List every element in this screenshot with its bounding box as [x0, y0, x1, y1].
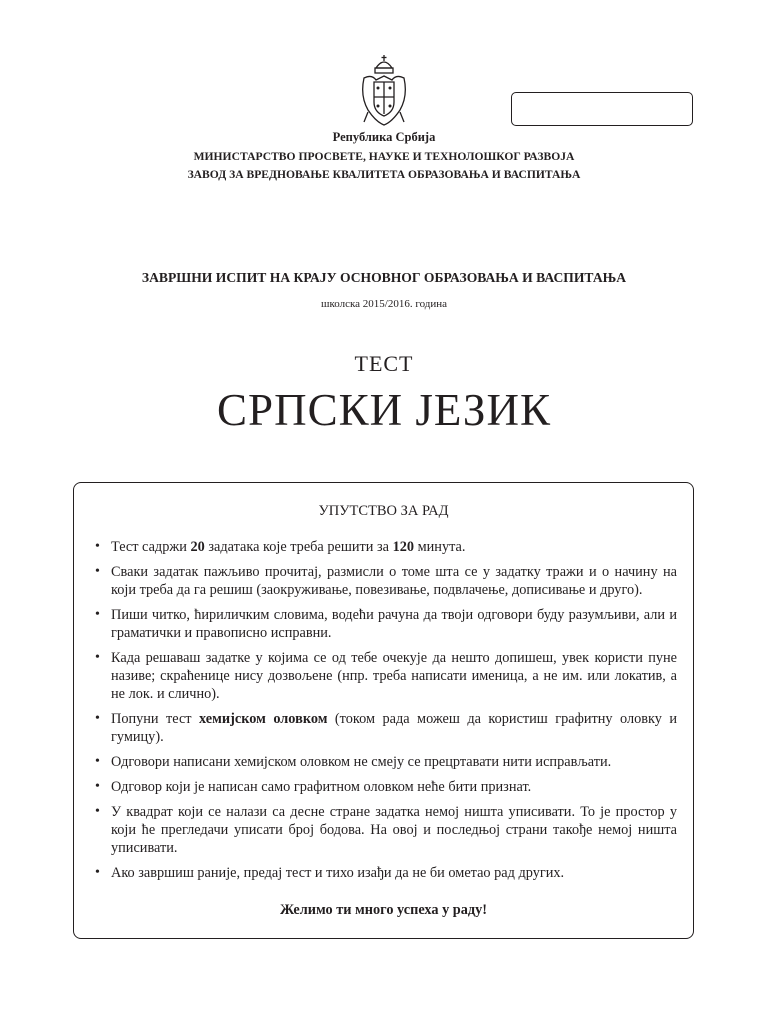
exam-title: ЗАВРШНИ ИСПИТ НА КРАЈУ ОСНОВНОГ ОБРАЗОВАЊА И ВАСПИТАЊА [141, 270, 627, 285]
institute-name: ЗАВОД ЗА ВРЕДНОВАЊЕ КВАЛИТЕТА ОБРАЗОВАЊА И ВАСПИТАЊА [187, 168, 581, 181]
test-label: ТЕСТ [354, 351, 414, 376]
bullet-icon: • [95, 564, 100, 579]
republic-name: Република Србија [332, 130, 436, 144]
list-item: • У квадрат који се налази са десне стране задатка немој ништа уписивати. То је простор у који ће прегледачи уписати број бодова. На овој и последњој страни такође немој ништа уписивати. [95, 804, 677, 856]
subject-title: СРПСКИ ЈЕЗИК [217, 385, 551, 435]
list-item: • Тест садржи 20 задатака које треба решити за 120 минута. [95, 539, 466, 555]
list-item: • Када решаваш задатке у којима се од тебе очекује да нешто допишеш, увек користи пуне називе; скраћенице нису дозвољене (нпр. треба написати именица, а не им. или локатив, а не лок. и слично). [95, 650, 677, 702]
bullet-icon: • [95, 804, 100, 819]
list-item: • Попуни тест хемијском оловком (током рада можеш да користиш графитну оловку и гумицу). [95, 711, 677, 745]
list-item: • Пиши читко, ћириличким словима, водећи рачуна да твоји одговори буду разумљиви, али и граматички и правописно исправни. [95, 607, 677, 641]
bullet-icon: • [95, 754, 100, 769]
instructions-title: УПУТСТВО ЗА РАД [318, 503, 449, 519]
instructions-list [95, 538, 677, 889]
bullet-icon: • [95, 865, 100, 880]
list-item: • Ако завршиш раније, предај тест и тихо изађи да не би ометао рад других. [95, 865, 565, 881]
list-item: • Одговор који је написан само графитном оловком неће бити признат. [95, 779, 532, 795]
ministry-name: МИНИСТАРСТВО ПРОСВЕТЕ, НАУКЕ И ТЕХНОЛОШКОГ РАЗВОЈА [193, 150, 575, 163]
code-entry-box[interactable] [511, 92, 693, 126]
closing-wish: Желимо ти много успеха у раду! [279, 902, 488, 918]
bullet-icon: • [95, 650, 100, 665]
list-item: • Сваки задатак пажљиво прочитај, размисли о томе шта се у задатку тражи и о начину на који треба да га решиш (заокруживање, повезивање, подвлачење, дописивање и друго). [95, 564, 677, 598]
list-item: • Одговори написани хемијском оловком не смеју се прецртавати нити исправљати. [95, 754, 612, 770]
bullet-icon: • [95, 779, 100, 794]
bullet-icon: • [95, 607, 100, 622]
school-year: школска 2015/2016. година [320, 298, 448, 310]
bullet-icon: • [95, 711, 100, 726]
instructions-box [73, 482, 694, 939]
bullet-icon: • [95, 539, 100, 554]
serbian-coat-of-arms-icon [358, 52, 410, 128]
